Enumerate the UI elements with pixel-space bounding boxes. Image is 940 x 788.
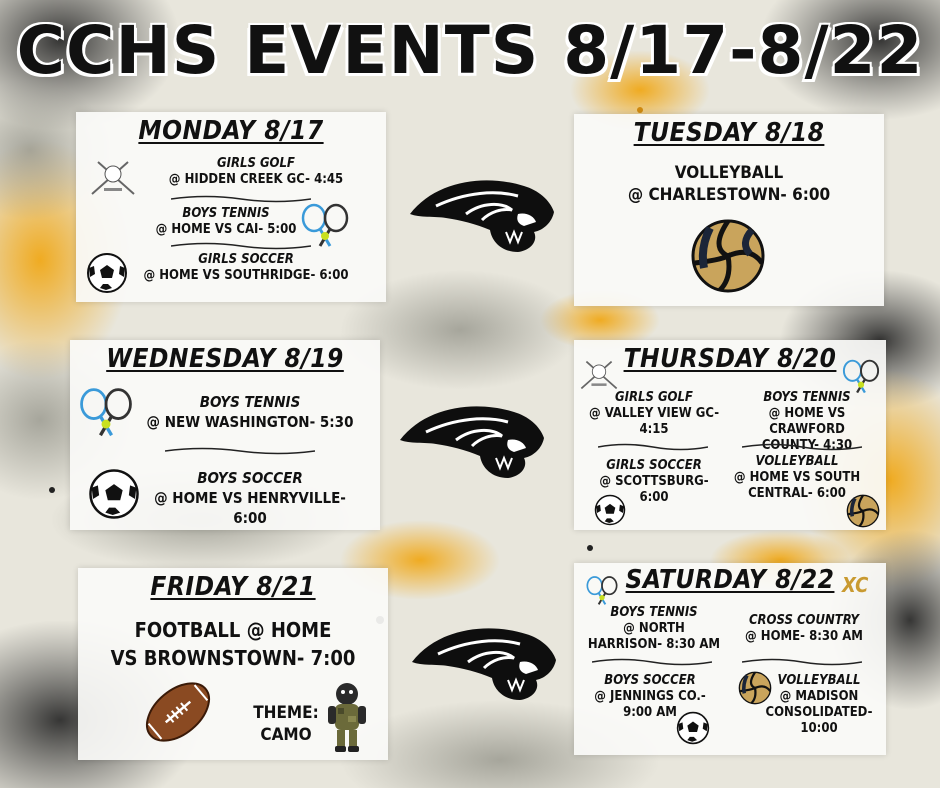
tennis-icon	[76, 386, 136, 440]
volleyball-icon	[846, 494, 880, 528]
event-girls-soccer: GIRLS SOCCER @ SCOTTSBURG- 6:00	[599, 458, 709, 505]
theme-text: THEME: CAMO	[253, 703, 319, 745]
volleyball-icon	[690, 218, 766, 294]
tuesday-card	[574, 114, 884, 306]
event-girls-golf: GIRLS GOLF @ HIDDEN CREEK GC- 4:45	[168, 156, 344, 187]
event-boys-soccer: BOYS SOCCER @ JENNINGS CO.- 9:00 AM	[594, 673, 706, 720]
day-heading: TUESDAY 8/18	[633, 118, 825, 148]
day-heading: MONDAY 8/17	[138, 116, 324, 146]
event-girls-soccer: GIRLS SOCCER @ HOME VS SOUTHRIDGE- 6:00	[143, 252, 349, 283]
soccer-ball-icon	[594, 494, 626, 526]
panther-logo-icon	[408, 618, 558, 703]
divider	[171, 241, 311, 251]
divider	[165, 446, 315, 456]
mascot-icon	[324, 680, 370, 754]
tennis-icon	[298, 202, 352, 250]
friday-card	[78, 568, 388, 760]
event-boys-tennis: BOYS TENNIS @ NEW WASHINGTON- 5:30	[146, 393, 354, 431]
day-heading: THURSDAY 8/20	[623, 344, 837, 374]
divider	[598, 442, 708, 452]
event-cross-country: CROSS COUNTRY @ HOME- 8:30 AM	[745, 613, 863, 644]
golf-icon	[88, 158, 138, 198]
football-icon	[138, 676, 218, 748]
saturday-card	[574, 563, 886, 755]
day-heading: SATURDAY 8/22	[625, 565, 835, 595]
page-title: CCHS EVENTS 8/17-8/22	[16, 12, 924, 89]
soccer-ball-icon	[86, 252, 128, 294]
event-girls-golf: GIRLS GOLF @ VALLEY VIEW GC- 4:15	[588, 390, 720, 437]
tennis-icon	[840, 358, 882, 396]
event-boys-tennis: BOYS TENNIS @ NORTH HARRISON- 8:30 AM	[587, 605, 721, 652]
divider	[171, 194, 311, 204]
event-boys-tennis: BOYS TENNIS @ HOME VS CAI- 5:00	[155, 206, 297, 237]
golf-icon	[578, 358, 620, 392]
event-boys-tennis: BOYS TENNIS @ HOME VS CRAWFORD COUNTY- 4:30	[761, 390, 853, 453]
tennis-icon	[584, 575, 620, 607]
soccer-ball-icon	[88, 468, 140, 520]
xc-icon: XC	[842, 573, 869, 597]
event-volleyball: VOLLEYBALL @ CHARLESTOWN- 6:00	[627, 163, 831, 205]
day-heading: FRIDAY 8/21	[150, 572, 316, 602]
event-volleyball: VOLLEYBALL @ MADISON CONSOLIDATED- 10:00	[765, 673, 873, 736]
wednesday-card	[70, 340, 380, 530]
divider	[742, 657, 862, 667]
event-volleyball: VOLLEYBALL @ HOME VS SOUTH CENTRAL- 6:00	[733, 454, 861, 501]
event-boys-soccer: BOYS SOCCER @ HOME VS HENRYVILLE- 6:00	[154, 469, 346, 527]
panther-logo-icon	[406, 170, 556, 255]
soccer-ball-icon	[676, 711, 710, 745]
monday-card	[76, 112, 386, 302]
divider	[742, 442, 862, 452]
volleyball-icon	[738, 671, 772, 705]
panther-logo-icon	[396, 396, 546, 481]
event-football: FOOTBALL @ HOME VS BROWNSTOWN- 7:00	[110, 618, 356, 670]
divider	[592, 657, 712, 667]
thursday-card	[574, 340, 886, 530]
day-heading: WEDNESDAY 8/19	[106, 344, 344, 374]
